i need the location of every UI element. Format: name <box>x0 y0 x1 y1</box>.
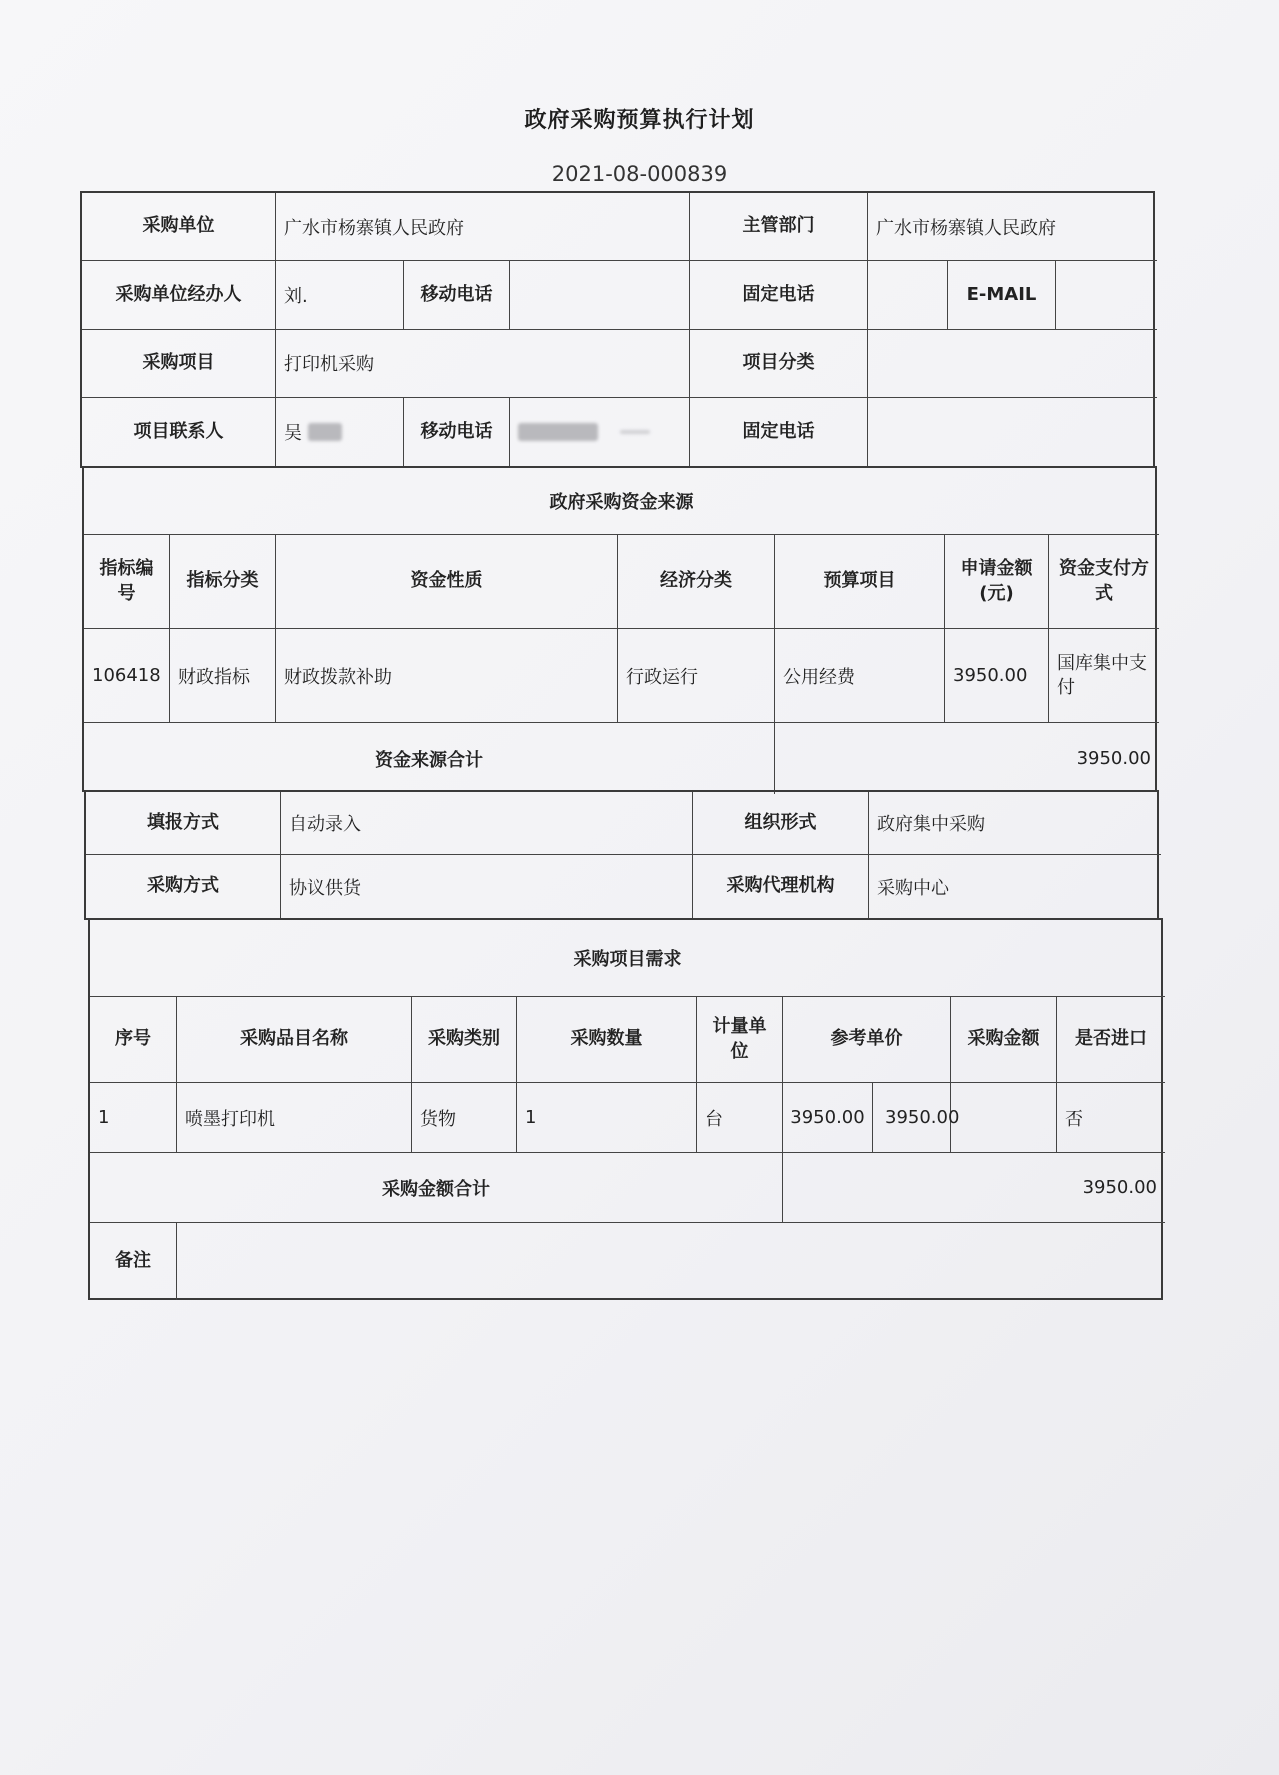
demand-cell-item: 喷墨打印机 <box>177 1083 412 1153</box>
demand-section-title: 采购项目需求 <box>90 920 1165 997</box>
org-form-label: 组织形式 <box>693 792 869 855</box>
phone-label: 固定电话 <box>690 261 868 329</box>
demand-table <box>88 918 1163 1300</box>
project-label: 采购项目 <box>82 330 276 398</box>
demand-header-index: 序号 <box>90 997 177 1083</box>
funding-cell-code: 106418 <box>84 629 170 723</box>
project-value: 打印机采购 <box>276 330 690 398</box>
contact-value: 吴 <box>284 422 302 444</box>
demand-cell-import: 否 <box>1057 1083 1165 1153</box>
document-number: 2021-08-000839 <box>551 162 728 186</box>
contact-mobile-value <box>510 398 690 466</box>
purchaser-label: 采购单位 <box>82 193 276 261</box>
email-value <box>1056 261 1157 329</box>
handler-label: 采购单位经办人 <box>82 261 276 329</box>
purchaser-value: 广水市杨寨镇人民政府 <box>276 193 690 261</box>
funding-header-budget: 预算项目 <box>775 535 945 629</box>
demand-header-amount: 采购金额 <box>951 997 1057 1083</box>
category-label: 项目分类 <box>690 330 868 398</box>
org-form-value: 政府集中采购 <box>869 792 1161 855</box>
demand-total-value: 3950.00 <box>783 1153 1165 1223</box>
dept-value: 广水市杨寨镇人民政府 <box>868 193 1157 261</box>
funding-cell-class: 财政指标 <box>170 629 276 723</box>
mobile-label: 移动电话 <box>404 261 510 329</box>
demand-header-type: 采购类别 <box>412 997 517 1083</box>
remark-label: 备注 <box>90 1223 177 1300</box>
category-value <box>868 330 1157 398</box>
demand-total-label: 采购金额合计 <box>90 1153 783 1223</box>
remark-value <box>177 1223 1165 1300</box>
funding-total-label: 资金来源合计 <box>84 723 775 794</box>
contact-phone-label: 固定电话 <box>690 398 868 466</box>
funding-cell-econ: 行政运行 <box>618 629 775 723</box>
demand-cell-qty: 1 <box>517 1083 697 1153</box>
contact-value-cell <box>276 398 404 466</box>
funding-cell-payment: 国库集中支付 <box>1049 629 1159 723</box>
funding-cell-nature: 财政拨款补助 <box>276 629 618 723</box>
funding-cell-budget: 公用经费 <box>775 629 945 723</box>
handler-value: 刘. <box>276 261 404 329</box>
agency-label: 采购代理机构 <box>693 855 869 918</box>
funding-table <box>82 466 1157 792</box>
funding-total-value: 3950.00 <box>1076 748 1151 769</box>
purchaser-info-table <box>80 191 1155 468</box>
purchase-method-value: 协议供货 <box>281 855 693 918</box>
contact-label: 项目联系人 <box>82 398 276 466</box>
funding-cell-amount: 3950.00 <box>945 629 1049 723</box>
demand-cell-price-value: 3950.00 <box>783 1083 873 1152</box>
demand-header-unit: 计量单位 <box>697 997 783 1083</box>
contact-phone-value <box>868 398 1157 466</box>
purchase-method-label: 采购方式 <box>86 855 281 918</box>
redaction-mark <box>518 423 598 441</box>
demand-header-qty: 采购数量 <box>517 997 697 1083</box>
redaction-mark <box>308 423 342 441</box>
funding-header-payment: 资金支付方式 <box>1049 535 1159 629</box>
demand-header-import: 是否进口 <box>1057 997 1165 1083</box>
redaction-mark <box>620 430 650 434</box>
method-table <box>84 790 1159 920</box>
dept-label: 主管部门 <box>690 193 868 261</box>
fill-method-label: 填报方式 <box>86 792 281 855</box>
funding-header-amount: 申请金额(元) <box>945 535 1049 629</box>
funding-header-econ: 经济分类 <box>618 535 775 629</box>
phone-value <box>868 261 948 329</box>
demand-cell-amount: 3950.00 <box>873 1083 1057 1153</box>
demand-header-item: 采购品目名称 <box>177 997 412 1083</box>
mobile-value <box>510 261 690 329</box>
email-label: E-MAIL <box>948 261 1056 329</box>
funding-header-nature: 资金性质 <box>276 535 618 629</box>
contact-mobile-label: 移动电话 <box>404 398 510 466</box>
document-title: 政府采购预算执行计划 <box>524 108 755 133</box>
agency-value: 采购中心 <box>877 877 949 899</box>
funding-section-title: 政府采购资金来源 <box>84 468 1159 535</box>
funding-header-code: 指标编号 <box>84 535 170 629</box>
demand-cell-unit: 台 <box>697 1083 783 1153</box>
demand-cell-type: 货物 <box>412 1083 517 1153</box>
demand-header-price: 参考单价 <box>783 997 951 1083</box>
funding-header-class: 指标分类 <box>170 535 276 629</box>
fill-method-value: 自动录入 <box>281 792 693 855</box>
demand-cell-index: 1 <box>90 1083 177 1153</box>
